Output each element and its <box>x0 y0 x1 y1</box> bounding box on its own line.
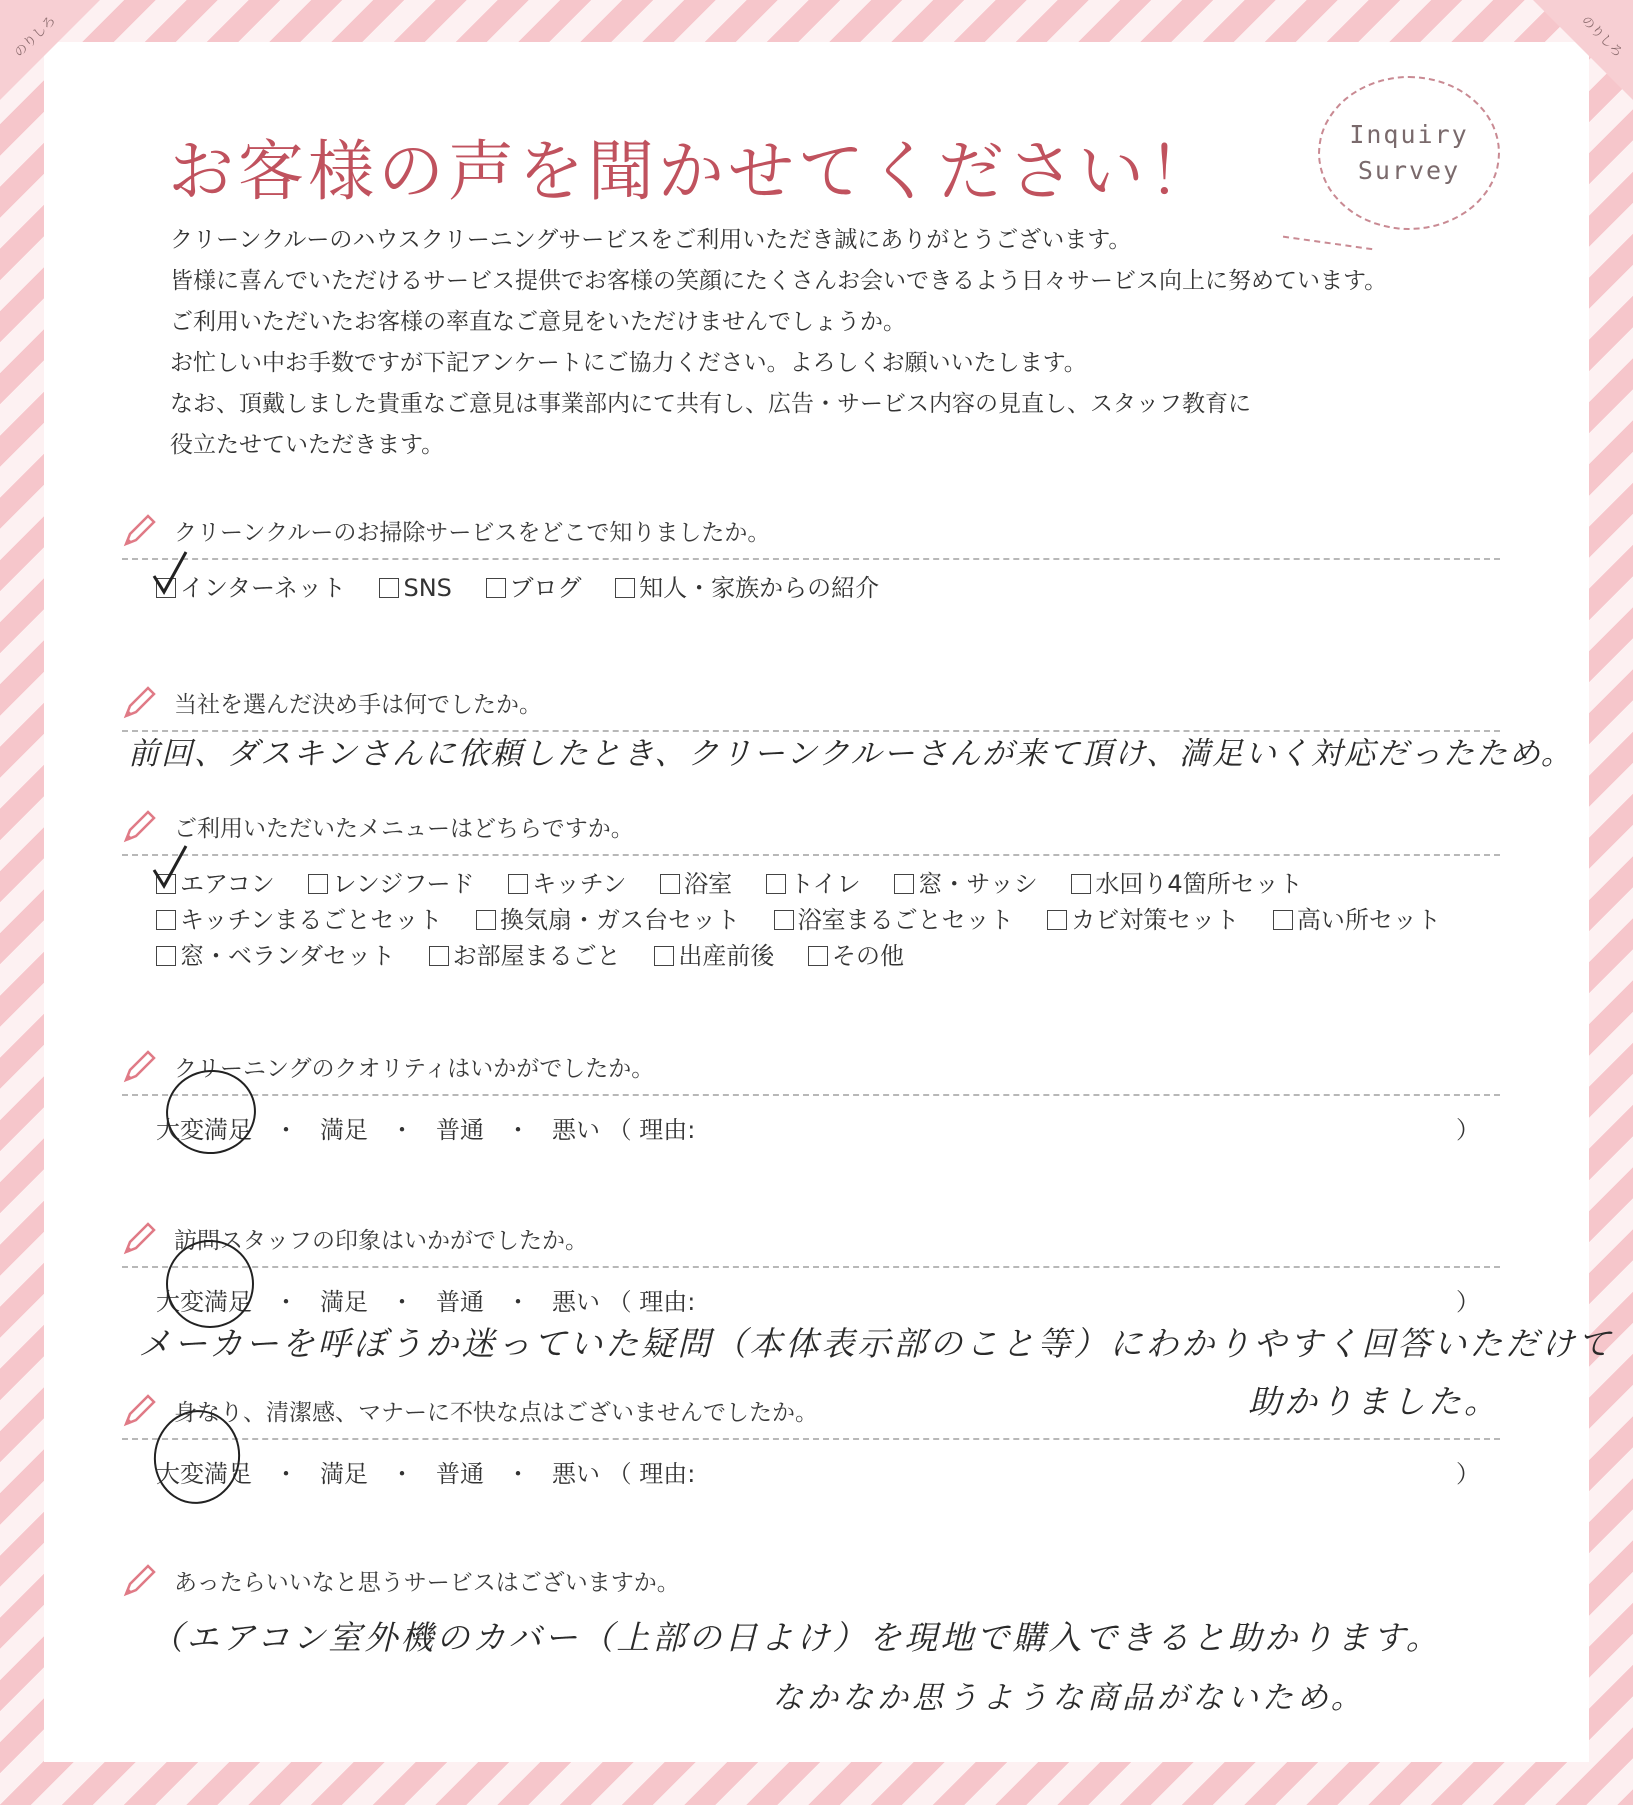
checkbox[interactable] <box>379 578 399 598</box>
rating-bad[interactable]: 悪い <box>552 1116 600 1144</box>
option-label: 高い所セット <box>1296 906 1441 934</box>
checkbox[interactable] <box>615 578 635 598</box>
intro-line: 役立たせていただきます。 <box>170 432 445 458</box>
checkbox[interactable] <box>486 578 506 598</box>
dashed-divider <box>122 1266 1500 1268</box>
option-label: インターネット <box>180 574 346 602</box>
option-label: 換気扇・ガス台セット <box>499 906 740 934</box>
dashed-divider <box>122 1094 1500 1096</box>
reason-close-paren: ） <box>1456 1116 1480 1144</box>
option-label: SNS <box>403 574 452 602</box>
reason-label: （ 理由: <box>607 1460 696 1488</box>
checkbox[interactable] <box>156 946 176 966</box>
intro-line: 皆様に喜んでいただけるサービス提供でお客様の笑顔にたくさんお会いできるよう日々サービス向上に努めています。 <box>170 268 1388 294</box>
handwritten-check-mark <box>150 548 190 598</box>
option-label: 出産前後 <box>678 942 775 970</box>
q3-options <box>156 866 1502 974</box>
intro-line: クリーンクルーのハウスクリーニングサービスをご利用いただき誠にありがとうございます。 <box>170 227 1132 253</box>
rating-normal[interactable]: 普通 <box>436 1460 484 1488</box>
question-7 <box>122 1562 1502 1598</box>
bubble-line-1: Inquiry <box>1349 120 1469 149</box>
question-2-text: 当社を選んだ決め手は何でしたか。 <box>174 691 542 718</box>
glue-flap-right <box>1533 0 1633 100</box>
rating-bad[interactable]: 悪い <box>552 1460 600 1488</box>
menu-option[interactable] <box>476 902 740 938</box>
question-4-text: クリーニングのクオリティはいかがでしたか。 <box>174 1055 655 1082</box>
checkbox[interactable] <box>476 910 496 930</box>
question-4 <box>122 1048 1502 1145</box>
rating-satisfied[interactable]: 満足 <box>320 1288 368 1316</box>
pencil-icon <box>122 684 158 720</box>
option-label: ブログ <box>509 574 582 602</box>
question-5-text: 訪問スタッフの印象はいかがでしたか。 <box>174 1227 588 1254</box>
option-label: キッチンまるごとセット <box>180 906 443 934</box>
inquiry-survey-bubble <box>1318 76 1500 230</box>
handwritten-answer-q7-line-1: （エアコン室外機のカバー（上部の日よけ）を現地で購入できると助かります。 <box>150 1618 1442 1657</box>
glue-flap-left <box>0 0 100 100</box>
checkbox[interactable] <box>508 874 528 894</box>
handwritten-check-mark <box>150 842 190 892</box>
rating-very-satisfied[interactable]: 大変満足 <box>156 1116 252 1144</box>
menu-option[interactable] <box>774 902 1014 938</box>
pencil-icon <box>122 512 158 548</box>
handwritten-answer-q5-line-1: メーカーを呼ぼうか迷っていた疑問（本体表示部のこと等）にわかりやすく回答いただけて <box>138 1324 1614 1363</box>
question-6-text: 身なり、清潔感、マナーに不快な点はございませんでしたか。 <box>174 1399 818 1426</box>
menu-option[interactable] <box>894 866 1038 902</box>
option-label: レンジフード <box>332 870 475 898</box>
handwritten-answer-q5-line-2: 助かりました。 <box>1248 1382 1500 1421</box>
menu-option[interactable] <box>660 866 732 902</box>
question-5 <box>122 1220 1502 1317</box>
rating-bad[interactable]: 悪い <box>552 1288 600 1316</box>
menu-option[interactable] <box>1047 902 1239 938</box>
question-3-text: ご利用いただいたメニューはどちらですか。 <box>174 815 634 842</box>
checkbox[interactable] <box>1047 910 1067 930</box>
bubble-line-2: Survey <box>1357 156 1461 185</box>
rating-satisfied[interactable]: 満足 <box>320 1116 368 1144</box>
option-label: トイレ <box>789 870 861 898</box>
checkbox[interactable] <box>308 874 328 894</box>
option-label: その他 <box>831 942 904 970</box>
pencil-icon <box>122 1562 158 1598</box>
page-title: お客様の声を聞かせてください！ <box>168 133 1218 210</box>
question-2 <box>122 684 1502 732</box>
q6-rating <box>156 1454 1502 1489</box>
intro-text <box>170 220 1570 466</box>
pencil-icon <box>122 808 158 844</box>
option-label: 知人・家族からの紹介 <box>639 574 880 602</box>
dot-separator: ・ <box>390 1288 414 1316</box>
handwritten-answer-q2: 前回、ダスキンさんに依頼したとき、クリーンクルーさんが来て頂け、満足いく対応だったため。 <box>128 736 1574 772</box>
checkbox[interactable] <box>1071 874 1091 894</box>
intro-line: ご利用いただいたお客様の率直なご意見をいただけませんでしょうか。 <box>170 309 906 335</box>
question-1-text: クリーンクルーのお掃除サービスをどこで知りましたか。 <box>174 519 771 546</box>
dashed-divider <box>122 1438 1500 1440</box>
question-7-text: あったらいいなと思うサービスはございますか。 <box>174 1569 680 1596</box>
q1-options <box>156 570 1502 606</box>
q5-rating <box>156 1282 1502 1317</box>
dashed-divider <box>122 854 1500 856</box>
q4-rating <box>156 1110 1502 1145</box>
q1-option-referral[interactable] <box>615 570 879 606</box>
q3-options-row-3 <box>156 938 1502 974</box>
menu-option[interactable] <box>766 866 861 902</box>
checkbox[interactable] <box>429 946 449 966</box>
menu-option[interactable] <box>808 938 904 974</box>
rating-normal[interactable]: 普通 <box>436 1116 484 1144</box>
dashed-divider <box>122 558 1500 560</box>
dot-separator: ・ <box>274 1288 298 1316</box>
rating-normal[interactable]: 普通 <box>436 1288 484 1316</box>
pencil-icon <box>122 1392 158 1428</box>
option-label: 浴室まるごとセット <box>797 906 1014 934</box>
reason-close-paren: ） <box>1456 1460 1480 1488</box>
glue-flap-right-label: のりしろ <box>1577 13 1626 61</box>
checkbox[interactable] <box>774 910 794 930</box>
option-label: 水回り4箇所セット <box>1095 870 1303 898</box>
reason-close-paren: ） <box>1456 1288 1480 1316</box>
dot-separator: ・ <box>506 1460 530 1488</box>
q3-options-row-2 <box>156 902 1502 938</box>
menu-option[interactable] <box>156 902 442 938</box>
checkbox[interactable] <box>654 946 674 966</box>
reason-label: （ 理由: <box>607 1116 696 1144</box>
checkbox[interactable] <box>1273 910 1293 930</box>
checkbox[interactable] <box>660 874 680 894</box>
menu-option[interactable] <box>429 938 621 974</box>
glue-flap-left-label: のりしろ <box>11 13 60 61</box>
checkbox[interactable] <box>808 946 828 966</box>
option-label: キッチン <box>532 870 627 898</box>
menu-option[interactable] <box>308 866 474 902</box>
pencil-icon <box>122 1220 158 1256</box>
option-label: お部屋まるごと <box>452 942 621 970</box>
dot-separator: ・ <box>274 1460 298 1488</box>
intro-line: お忙しい中お手数ですが下記アンケートにご協力ください。よろしくお願いいたします。 <box>170 350 1087 376</box>
dot-separator: ・ <box>390 1460 414 1488</box>
checkbox[interactable] <box>894 874 914 894</box>
option-label: 浴室 <box>684 870 733 898</box>
rating-very-satisfied[interactable]: 大変満足 <box>156 1288 252 1316</box>
handwritten-answer-q7-line-2: なかなか思うような商品がないため。 <box>772 1680 1366 1716</box>
reason-label: （ 理由: <box>607 1288 696 1316</box>
menu-option[interactable] <box>1071 866 1302 902</box>
dot-separator: ・ <box>274 1116 298 1144</box>
menu-option[interactable] <box>654 938 774 974</box>
q1-option-sns[interactable] <box>379 570 451 606</box>
pencil-icon <box>122 1048 158 1084</box>
rating-very-satisfied[interactable]: 大変満足 <box>156 1460 252 1488</box>
question-3 <box>122 808 1502 974</box>
dot-separator: ・ <box>506 1288 530 1316</box>
rating-satisfied[interactable]: 満足 <box>320 1460 368 1488</box>
option-label: カビ対策セット <box>1071 906 1240 934</box>
intro-line: なお、頂戴しました貴重なご意見は事業部内にて共有し、広告・サービス内容の見直し、スタッフ教育に <box>170 391 1251 417</box>
checkbox[interactable] <box>766 874 786 894</box>
question-1 <box>122 512 1502 606</box>
option-label: エアコン <box>180 870 275 898</box>
handwritten-circle <box>166 1240 254 1328</box>
menu-option[interactable] <box>156 938 395 974</box>
option-label: 窓・サッシ <box>918 870 1038 898</box>
question-6 <box>122 1392 1502 1489</box>
dot-separator: ・ <box>390 1116 414 1144</box>
checkbox[interactable] <box>156 910 176 930</box>
option-label: 窓・ベランダセット <box>180 942 396 970</box>
q3-options-row-1 <box>156 866 1502 902</box>
menu-option[interactable] <box>508 866 626 902</box>
menu-option[interactable] <box>1273 902 1441 938</box>
dot-separator: ・ <box>506 1116 530 1144</box>
q1-option-blog[interactable] <box>486 570 582 606</box>
